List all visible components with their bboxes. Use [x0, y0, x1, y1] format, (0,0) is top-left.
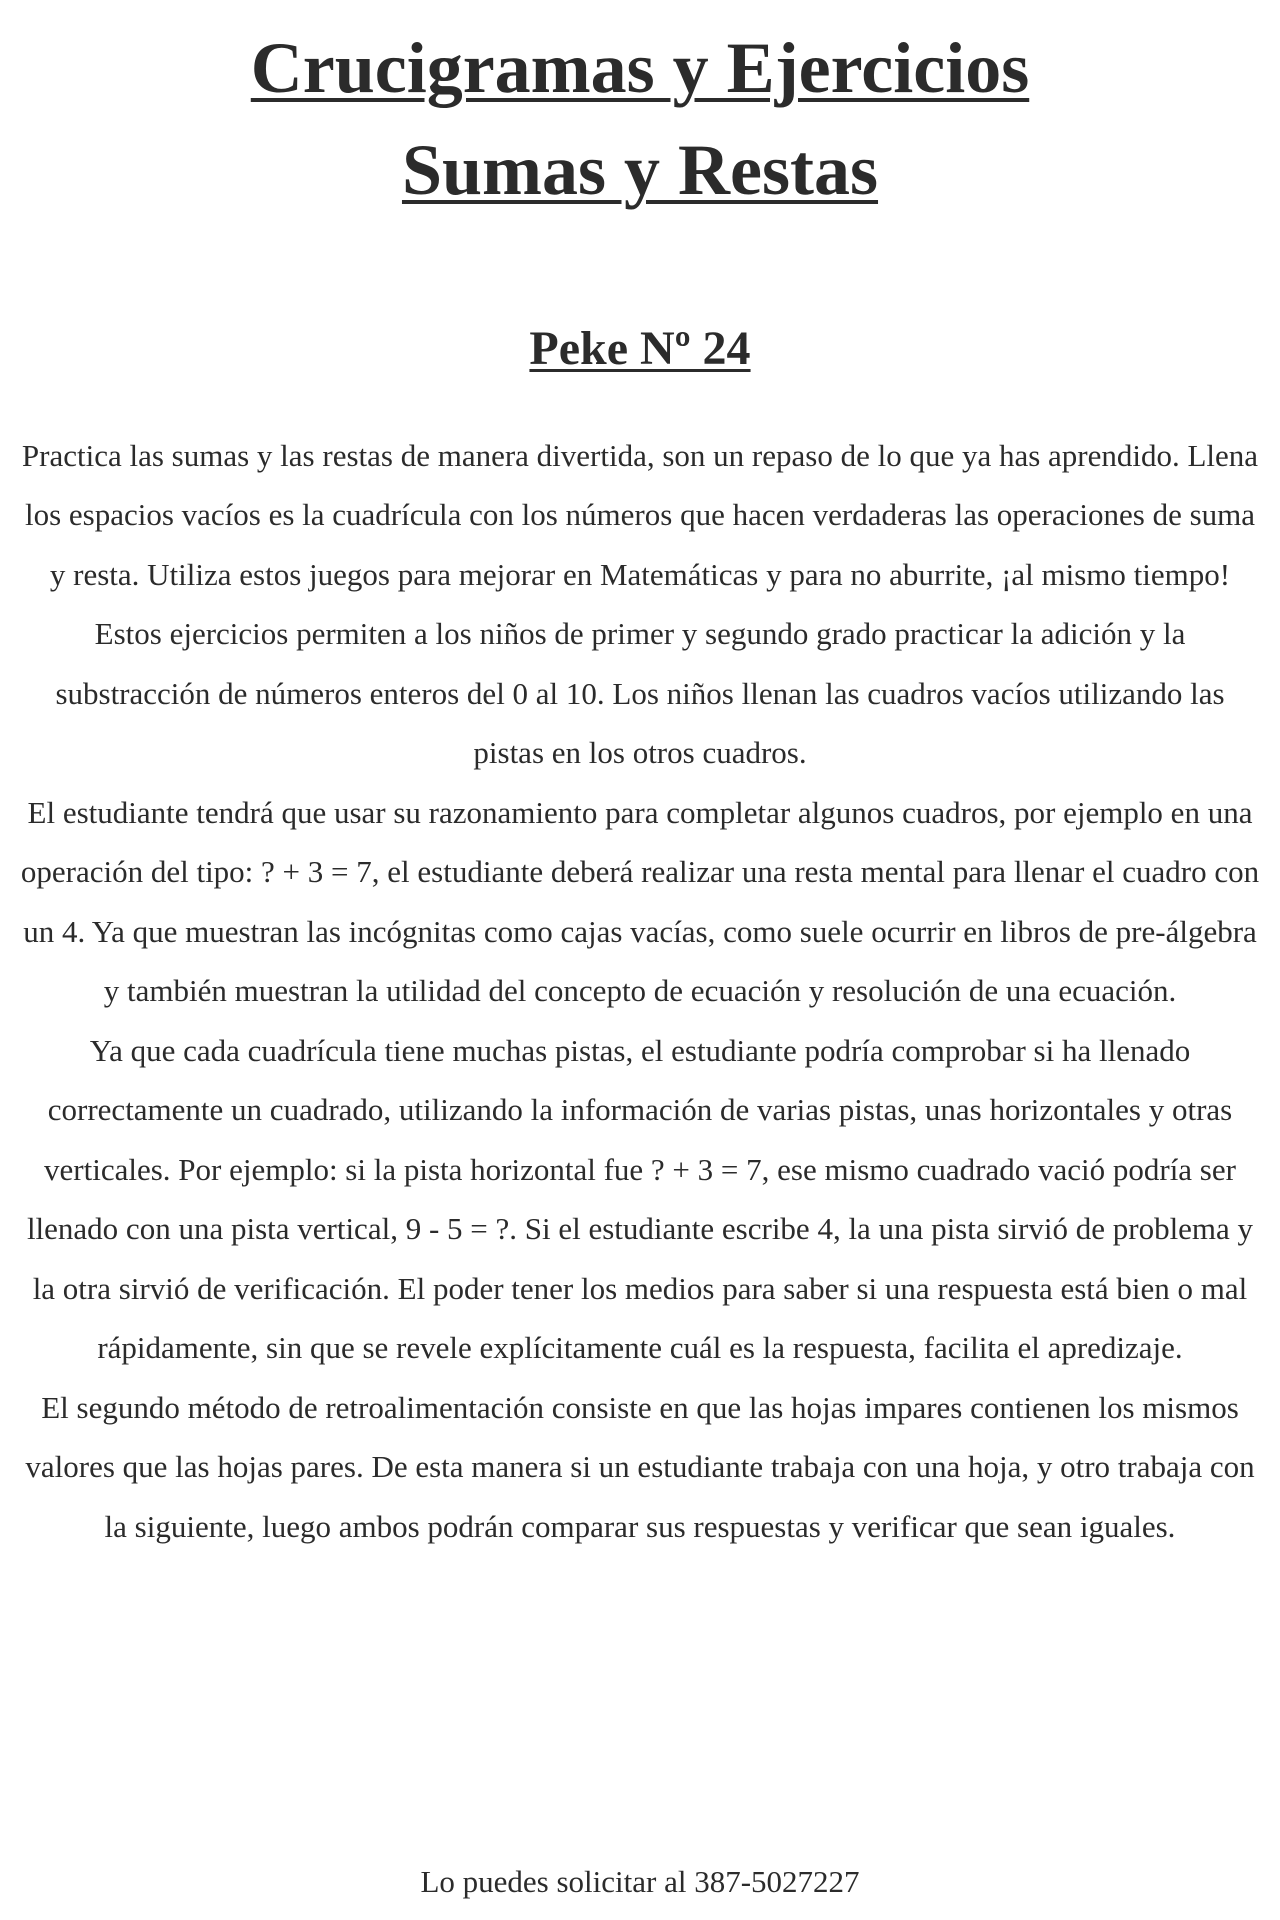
- page-subtitle: Peke Nº 24: [529, 321, 751, 375]
- paragraph-reasoning: El estudiante tendrá que usar su razonamiento para completar algunos cuadros, por ejemplo en una operación del tipo: ? + 3 = 7, el estudiante deberá realizar una resta mental para llenar el cuadro con un 4. Ya que muestran las incógnitas como cajas vacías, como suele ocurrir en libros de pre-álgebra y también muestran la utilidad del concepto de ecuación y resolución de una ecuación.: [20, 794, 1260, 1009]
- paragraph-verification: Ya que cada cuadrícula tiene muchas pistas, el estudiante podría comprobar si ha llenado correctamente un cuadrado, utilizando la información de varias pistas, unas horizontales y otras verticales. Por ejemplo: si la pista horizontal fue ? + 3 = 7, ese mismo cuadrado vació podría ser llenado con una pista vertical, 9 - 5 = ?. Si el estudiante escribe 4, la una pista sirvió de problema y la otra sirvió de verificación. El poder tener los medios para saber si una respuesta está bien o mal rápidamente, sin que se revele explícitamente cuál es la respuesta, facilita el apredizaje.: [26, 1032, 1254, 1366]
- paragraph-grades: Estos ejercicios permiten a los niños de primer y segundo grado practicar la adición y la substracción de números enteros del 0 al 10. Los niños llenan las cuadros vacíos utilizando las pistas en los otros cuadros.: [55, 616, 1225, 771]
- paragraph-feedback: El segundo método de retroalimentación consiste en que las hojas impares contienen los mismos valores que las hojas pares. De esta manera si un estudiante trabaja con una hoja, y otro trabaja con la siguiente, luego ambos podrán comparar sus respuestas y verificar que sean iguales.: [25, 1389, 1255, 1544]
- body-text: [20, 426, 1260, 1557]
- page-title: Crucigramas y Ejercicios: [250, 28, 1030, 108]
- subtitle-block: [20, 282, 1260, 416]
- title-block: [20, 0, 1260, 210]
- paragraph-intro: Practica las sumas y las restas de manera divertida, son un repaso de lo que ya has aprendido. Llena los espacios vacíos es la cuadrícula con los números que hacen verdaderas las operaciones de suma y resta. Utiliza estos juegos para mejorar en Matemáticas y para no aburrite, ¡al mismo tiempo!: [21, 437, 1259, 592]
- page-title-second-line: Sumas y Restas: [401, 130, 879, 210]
- contact-line: Lo puedes solicitar al 387-5027227: [420, 1864, 860, 1899]
